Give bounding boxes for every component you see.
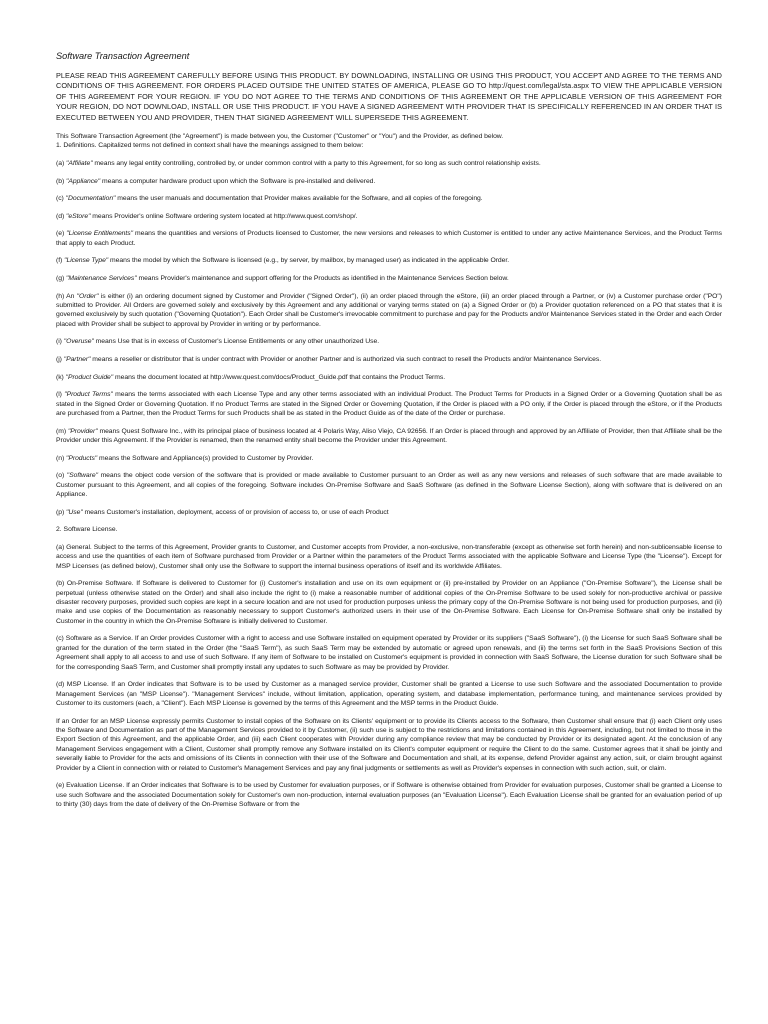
definition-item: (c) "Documentation" means the user manuals and documentation that Provider makes available for the Software, and all copies of the foregoing. — [56, 195, 483, 203]
definition-item: (o) "Software" means the object code version of the software that is provided or made available to Customer pursuant to an Order as well as any new versions and releases of such software that are made available to Customer pursuant to this Agreement, and all copies of the foregoing. Software includes On-Premise Software and SaaS Software (as defined in the Software License Section), along with software that is delivered on an Appliance. — [56, 472, 722, 498]
definition-item: (g) "Maintenance Services" means Provider's maintenance and support offering for the Products as identified in the Maintenance Services Section below. — [56, 275, 509, 282]
intro-paragraph: This Software Transaction Agreement (the "Agreement") is made between you, the Customer ("Customer" or "You") and the Provider, as defined below. — [56, 133, 504, 141]
definition-item: (m) "Provider" means Quest Software Inc., with its principal place of business located at 4 Polaris Way, Aliso Viejo, CA 92656. If an Order is placed through and approved by an Affiliate of Provider, then that Affiliate shall be the Provider under this Agreement. If the Provider is renamed, then the renamed entity shall become the Provider under this Agreement. — [56, 427, 722, 444]
definitions-heading: 1. Definitions. Capitalized terms not defined in context shall have the meanings assigned to them below: — [56, 142, 364, 150]
license-paragraph: (c) Software as a Service. If an Order provides Customer with a right to access and use Software installed on equipment operated by Provider or its suppliers ("SaaS Software"), (i) the License for such SaaS Software shall be granted for the duration of the term stated in the Order (the "SaaS Term"), as such SaaS Term may be extended by automatic or agreed upon renewals, and (ii) the terms set forth in the SaaS Provisions Section of this Agreement shall apply to all access to and use of such Software. If any item of Software to be installed on Customer's equipment is provided in connection with SaaS Software, the License duration for such Software shall be for the corresponding SaaS Term, and Customer shall promptly install any updates to such Software as may be provided by Provider. — [56, 635, 722, 671]
license-section — [56, 543, 722, 810]
definition-item: (j) "Partner" means a reseller or distributor that is under contract with Provider or another Partner and is authorized via such contract to resell the Products and/or Maintenance Services. — [56, 356, 602, 363]
document-title: Software Transaction Agreement — [56, 51, 190, 61]
agreement-notice: PLEASE READ THIS AGREEMENT CAREFULLY BEFORE USING THIS PRODUCT. BY DOWNLOADING, INSTALLING OR USING THIS PRODUCT, YOU ACCEPT AND AGREE TO THE TERMS AND CONDITIONS OF THIS AGREEMENT. FOR ORDERS PLACED OUTSIDE THE UNITED STATES OF AMERICA, PLEASE GO TO http://quest.com/legal/sta.aspx TO VIEW THE APPLICABLE VERSION OF THIS AGREEMENT FOR YOUR REGION. IF YOU DO NOT AGREE TO THE TERMS AND CONDITIONS OF THIS AGREEMENT OR THE APPLICABLE VERSION OF THIS AGREEMENT FOR YOUR REGION, DO NOT DOWNLOAD, INSTALL OR USE THIS PRODUCT. IF YOU HAVE A SIGNED AGREEMENT WITH PROVIDER THAT IS SPECIFICALLY REFERENCED IN AN ORDER THAT IS EXECUTED BETWEEN YOU AND PROVIDER, THEN THAT SIGNED AGREEMENT WILL SUPERSEDE THIS AGREEMENT. — [56, 71, 722, 122]
definition-item: (p) "Use" means Customer's installation, deployment, access of or provision of access to, or use of each Product — [56, 508, 389, 516]
license-paragraph: (a) General. Subject to the terms of this Agreement, Provider grants to Customer, and Customer accepts from Provider, a non-exclusive, non-transferable (except as otherwise set forth herein) and non-sublicensable license to access and use the quantities of each item of Software purchased from Provider or a Partner within the parameters of the Product Terms associated with the applicable Software and License Type (the "License"). Except for MSP Licenses (as defined below), Customer shall only use the Software to support the internal business operations of itself and its worldwide Affiliates. — [56, 543, 722, 570]
definition-item: (l) "Product Terms" means the terms associated with each License Type and any other terms associated with an individual Product. The Product Terms for Products in a Signed Order or a Governing Quotation shall be as stated in the Signed Order or Governing Quotation. If no Product Terms are stated in the Signed Order or Governing Quotation, if the Order is placed with a PO only, if the Order is placed through the eStore, or if the Products are purchased from a Partner, then the Product Terms for such Products shall be as stated in the Product Guide as of the date of the Order or purchase. — [56, 391, 722, 417]
license-section-heading: 2. Software License. — [56, 526, 118, 534]
definition-item: (e) "License Entitlements" means the quantities and versions of Products licensed to Customer, the new versions and releases to which Customer is entitled to under any active Maintenance Services, and the Product Terms that apply to each Product. — [56, 230, 722, 247]
license-paragraph: (d) MSP License. If an Order indicates that Software is to be used by Customer as a managed service provider, Customer shall be granted a License to use such Software and the associated Documentation to provide Management Services (an "MSP License"). "Management Services" include, without limitation, application, operating system, and database implementation, performance tuning, and maintenance services provided by Customer to its customers (each, a "Client"). Each MSP License is governed by the terms of this Agreement and the MSP terms in the Product Guide. — [56, 681, 722, 708]
document-page — [56, 50, 722, 818]
definition-item: (f) "License Type" means the model by which the Software is licensed (e.g., by server, by mailbox, by managed user) as indicated in the applicable Order. — [56, 257, 510, 265]
definition-item: (a) "Affiliate" means any legal entity controlling, controlled by, or under common control with a party to this Agreement, for so long as such control relationship exists. — [56, 160, 541, 168]
definition-item: (b) "Appliance" means a computer hardware product upon which the Software is pre-installed and delivered. — [56, 177, 376, 185]
definition-item: (n) "Products" means the Software and Appliance(s) provided to Customer by Provider. — [56, 454, 314, 462]
license-paragraph: (e) Evaluation License. If an Order indicates that Software is to be used by Customer for evaluation purposes, or if Software is otherwise obtained from Provider for evaluation purposes, Customer shall be granted a License to use such Software and the associated Documentation solely for Customer's own non-production, internal evaluation purposes (an "Evaluation License"). Each Evaluation License shall be granted for an evaluation period of up to thirty (30) days from the date of delivery of the On-Premise Software or from the — [56, 782, 722, 809]
definition-item: (h) An "Order" is either (i) an ordering document signed by Customer and Provider ("Signed Order"), (ii) an order placed through the eStore, (iii) an order placed through a Partner, or (iv) a Customer purchase order ("PO") submitted to Provider. All Orders are governed solely and exclusively by this Agreement and any additional or varying terms stated on (a) a Signed Order or (b) a Provider quotation referenced on a PO that states that it is governed exclusively by such quotation ("Governing Quotation"). Each Order shall be Customer's irrevocable commitment to purchase and pay for the Products and/or Maintenance Services stated in the Order and each Order placed with Provider shall be subject to approval by Provider in writing or by performance. — [56, 292, 722, 328]
definition-item: (d) "eStore" means Provider's online Software ordering system located at http://www.quest.com/shop/. — [56, 212, 358, 220]
license-paragraph: (b) On-Premise Software. If Software is delivered to Customer for (i) Customer's installation and use on its own equipment or (ii) pre-installed by Provider on an Appliance ("On-Premise Software"), the License shall be perpetual (unless otherwise stated on the Order) and shall also include the right to (i) make a reasonable number of additional copies of the On-Premise Software to be used solely for non-productive archival or passive disaster recovery purposes, provided such copies are kept in a secure location and are not used for production purposes unless the primary copy of the On-Premise Software is not being used for production purposes, and (ii) make and use copies of the Documentation as reasonably necessary to support Customer's authorized users in their use of the On-Premise Software. Each License for On-Premise Software shall only be installed by Customer in the country in which the On-Premise Software is initially delivered to Customer. — [56, 580, 722, 625]
license-paragraph: If an Order for an MSP License expressly permits Customer to install copies of the Software on its Clients' equipment or to provide its Clients access to the Software, then Customer shall ensure that (i) each Client only uses the Software and Documentation as part of the Management Services provided to it by Customer, (ii) such use is subject to the restrictions and limitations contained in this Agreement, including, but not limited to those in the Export Section of this Agreement, and the applicable Order, and (iii) each Client cooperates with Provider during any compliance review that may be conducted by Provider or its designated agent. At the conclusion of any Management Services engagement with a Client, Customer shall promptly remove any Software installed on its Client's computer equipment or require the Client to do the same. Customer agrees that it shall be jointly and severally liable to Provider for the acts and omissions of its Clients in connection with their use of the Software and Documentation and shall, at its expense, defend Provider against any action, suit, or claim brought against Provider by a Client in connection with or related to Customer's Management Services and pay any final judgments or settlements as well as Provider's expenses in connection with such action, suit, or claim. — [56, 717, 722, 772]
definition-item: (i) "Overuse" means Use that is in excess of Customer's License Entitlements or any other unauthorized Use. — [56, 338, 380, 346]
definition-item: (k) "Product Guide" means the document located at http://www.quest.com/docs/Product_Guide.pdf that contains the Product Terms. — [56, 373, 446, 381]
definitions-list — [56, 159, 722, 517]
